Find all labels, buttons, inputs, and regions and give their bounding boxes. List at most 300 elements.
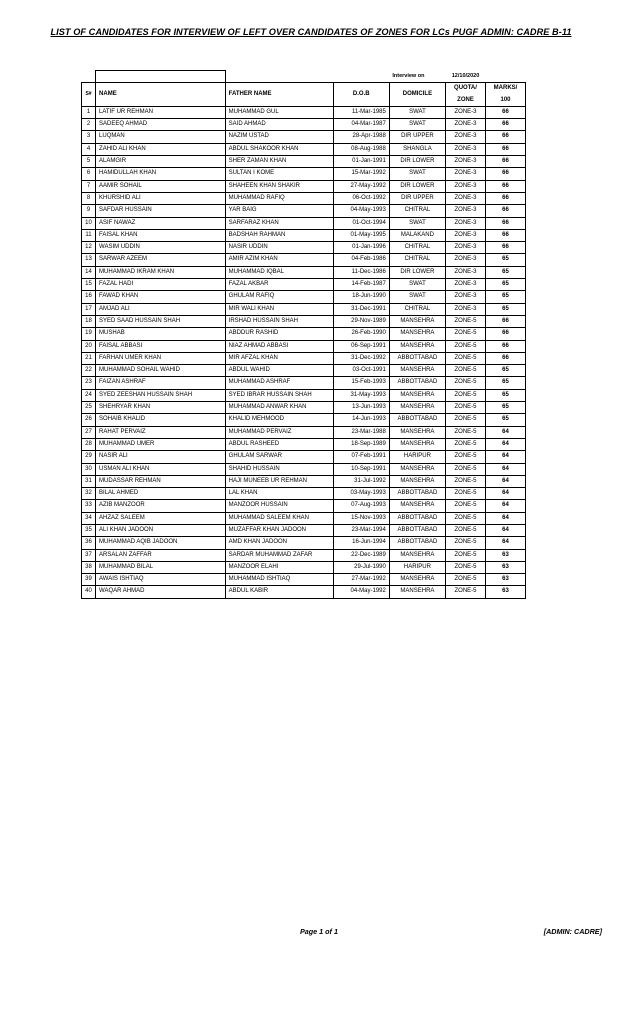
cell-domicile: DIR UPPER [389,131,445,143]
cell-father: KHALID MEHMOOD [225,414,333,426]
cell-domicile: MALAKAND [389,229,445,241]
cell-dob: 11-Dec-1986 [333,266,389,278]
cell-zone: ZONE-5 [446,561,486,573]
cell-marks: 64 [485,512,525,524]
cell-father: SHAHID HUSSAIN [225,463,333,475]
cell-zone: ZONE-5 [446,586,486,598]
cell-father: MUZAFFAR KHAN JADOON [225,524,333,536]
cell-domicile: HARIPUR [389,451,445,463]
cell-father: MUHAMMAD IQBAL [225,266,333,278]
cell-marks: 64 [485,438,525,450]
cell-name: AHZAZ SALEEM [96,512,226,524]
cell-marks: 65 [485,291,525,303]
cell-zone: ZONE-5 [446,500,486,512]
cell-name: AZIB MANZOOR [96,500,226,512]
cell-zone: ZONE-5 [446,512,486,524]
col-marks-header: MARKS/ 100 [485,83,525,107]
cell-zone: ZONE-5 [446,438,486,450]
cell-marks: 65 [485,303,525,315]
cell-domicile: DIR LOWER [389,156,445,168]
cell-dob: 01-Jan-1991 [333,156,389,168]
cell-domicile: MANSEHRA [389,315,445,327]
cell-zone: ZONE-3 [446,229,486,241]
table-row [82,377,526,389]
cell-marks: 65 [485,254,525,266]
cell-domicile: ABBOTTABAD [389,377,445,389]
cell-domicile: CHITRAL [389,254,445,266]
table-row [82,315,526,327]
cell-zone: ZONE-5 [446,365,486,377]
cell-marks: 66 [485,352,525,364]
cell-domicile: MANSEHRA [389,500,445,512]
cell-dob: 10-Sep-1991 [333,463,389,475]
cell-marks: 66 [485,143,525,155]
cell-marks: 65 [485,266,525,278]
cell-father: MIR WALI KHAN [225,303,333,315]
col-zone-header: QUOTA/ ZONE [446,83,486,107]
cell-zone: ZONE-3 [446,303,486,315]
cell-sr: 19 [82,328,96,340]
table-row [82,266,526,278]
cell-name: MUHAMMAD BILAL [96,561,226,573]
cell-name: ASIF NAWAZ [96,217,226,229]
table-row [82,414,526,426]
table-row [82,156,526,168]
cell-dob: 04-Feb-1986 [333,254,389,266]
cell-dob: 15-Nov-1993 [333,512,389,524]
cell-name: ARSALAN ZAFFAR [96,549,226,561]
cell-name: BILAL AHMED [96,488,226,500]
table-row [82,106,526,118]
cell-marks: 66 [485,180,525,192]
table-row [82,352,526,364]
cell-marks: 64 [485,475,525,487]
cell-sr: 35 [82,524,96,536]
cell-father: MUHAMMAD ISHTIAQ [225,574,333,586]
candidates-table [81,70,526,599]
cell-domicile: HARIPUR [389,561,445,573]
cell-sr: 8 [82,192,96,204]
cell-marks: 66 [485,328,525,340]
col-sr-header: S# [82,83,96,107]
cell-sr: 37 [82,549,96,561]
cell-father: SHER ZAMAN KHAN [225,156,333,168]
cell-marks: 64 [485,524,525,536]
cell-dob: 23-Mar-1988 [333,426,389,438]
cell-dob: 06-Oct-1992 [333,192,389,204]
cell-father: SYED IBRAR HUSSAIN SHAH [225,389,333,401]
cell-father: SARFARAZ KHAN [225,217,333,229]
cell-zone: ZONE-5 [446,475,486,487]
cell-sr: 40 [82,586,96,598]
cell-dob: 03-Oct-1991 [333,365,389,377]
cell-name: AMJAD ALI [96,303,226,315]
cell-zone: ZONE-3 [446,254,486,266]
cell-marks: 64 [485,426,525,438]
cell-name: SOHAIB KHALID [96,414,226,426]
table-row [82,488,526,500]
cell-sr: 28 [82,438,96,450]
cell-sr: 13 [82,254,96,266]
table-row [82,205,526,217]
cell-father: IRSHAD HUSSAIN SHAH [225,315,333,327]
cell-sr: 5 [82,156,96,168]
cell-sr: 18 [82,315,96,327]
cell-domicile: MANSEHRA [389,389,445,401]
cell-sr: 16 [82,291,96,303]
cell-name: MUHAMMAD SOHAIL WAHID [96,365,226,377]
table-row [82,451,526,463]
cell-name: SYED ZEESHAN HUSSAIN SHAH [96,389,226,401]
cell-zone: ZONE-5 [446,377,486,389]
cell-zone: ZONE-5 [446,340,486,352]
header-row [82,83,526,107]
cell-marks: 66 [485,156,525,168]
cell-marks: 66 [485,192,525,204]
cell-father: ABDUL KABIR [225,586,333,598]
cell-dob: 13-Jun-1993 [333,402,389,414]
cell-zone: ZONE-3 [446,279,486,291]
cell-dob: 15-Feb-1993 [333,377,389,389]
table-row [82,438,526,450]
cell-domicile: MANSEHRA [389,340,445,352]
cell-domicile: MANSEHRA [389,438,445,450]
cell-dob: 29-Jul-1990 [333,561,389,573]
cell-marks: 65 [485,389,525,401]
cell-name: MUSHAB [96,328,226,340]
cell-father: SHAHEEN KHAN SHAKIR [225,180,333,192]
cell-zone: ZONE-3 [446,180,486,192]
cell-dob: 14-Feb-1987 [333,279,389,291]
cell-marks: 63 [485,561,525,573]
cell-marks: 64 [485,451,525,463]
cell-name: AAMIR SOHAIL [96,180,226,192]
table-row [82,143,526,155]
cell-name: FAZAL HADI [96,279,226,291]
cell-father: NASIR UDDIN [225,242,333,254]
cell-sr: 22 [82,365,96,377]
cell-name: ALAMGIR [96,156,226,168]
cell-sr: 20 [82,340,96,352]
cell-father: ABDUL WAHID [225,365,333,377]
cell-zone: ZONE-5 [446,574,486,586]
cell-zone: ZONE-3 [446,266,486,278]
cell-domicile: CHITRAL [389,303,445,315]
cell-dob: 23-Mar-1994 [333,524,389,536]
cell-name: MUHAMMAD IKRAM KHAN [96,266,226,278]
table-row [82,242,526,254]
cell-domicile: MANSEHRA [389,475,445,487]
cell-sr: 36 [82,537,96,549]
cell-name: FAISAL ABBASI [96,340,226,352]
cell-name: KHURSHID ALI [96,192,226,204]
cell-name: USMAN ALI KHAN [96,463,226,475]
cell-name: ALI KHAN JADOON [96,524,226,536]
cell-marks: 63 [485,586,525,598]
cell-domicile: DIR UPPER [389,192,445,204]
cell-zone: ZONE-5 [446,451,486,463]
interview-label: Interview on [392,72,425,79]
table-row [82,254,526,266]
cell-father: BADSHAH RAHMAN [225,229,333,241]
cell-sr: 38 [82,561,96,573]
cell-zone: ZONE-5 [446,426,486,438]
cell-dob: 07-Aug-1993 [333,500,389,512]
table-row [82,426,526,438]
cell-dob: 03-May-1993 [333,488,389,500]
cell-dob: 31-Jul-1992 [333,475,389,487]
cell-sr: 7 [82,180,96,192]
cell-name: AWAIS ISHTIAQ [96,574,226,586]
cell-sr: 27 [82,426,96,438]
cell-domicile: MANSEHRA [389,574,445,586]
cell-domicile: DIR LOWER [389,266,445,278]
cell-marks: 65 [485,279,525,291]
table-row [82,586,526,598]
cell-marks: 66 [485,242,525,254]
cell-name: RAHAT PERVAIZ [96,426,226,438]
cell-sr: 34 [82,512,96,524]
cell-father: MUHAMMAD PERVAIZ [225,426,333,438]
cell-dob: 15-Mar-1992 [333,168,389,180]
table-row [82,561,526,573]
cell-sr: 12 [82,242,96,254]
cell-dob: 22-Dec-1989 [333,549,389,561]
cell-father: MUHAMMAD SALEEM KHAN [225,512,333,524]
cell-sr: 30 [82,463,96,475]
cell-dob: 27-May-1992 [333,180,389,192]
cell-father: MANZOOR HUSSAIN [225,500,333,512]
cell-sr: 21 [82,352,96,364]
cell-dob: 01-Oct-1994 [333,217,389,229]
cell-dob: 31-May-1993 [333,389,389,401]
cell-sr: 33 [82,500,96,512]
cell-sr: 9 [82,205,96,217]
table-row [82,192,526,204]
cell-father: AMIR AZIM KHAN [225,254,333,266]
cell-dob: 04-May-1992 [333,586,389,598]
cell-dob: 11-Mar-1985 [333,106,389,118]
cell-domicile: MANSEHRA [389,365,445,377]
page-title: LIST OF CANDIDATES FOR INTERVIEW OF LEFT OVER CANDIDATES OF ZONES FOR LCs PUGF ADMIN: CADRE B-11 [50,27,572,37]
cell-name: FAIZAN ASHRAF [96,377,226,389]
cell-domicile: MANSEHRA [389,402,445,414]
cell-zone: ZONE-3 [446,106,486,118]
cell-dob: 14-Jun-1993 [333,414,389,426]
cell-marks: 65 [485,414,525,426]
cell-zone: ZONE-5 [446,463,486,475]
table-row [82,168,526,180]
cell-dob: 07-Feb-1991 [333,451,389,463]
cell-marks: 64 [485,488,525,500]
cell-marks: 63 [485,574,525,586]
table-row [82,549,526,561]
cell-dob: 01-May-1995 [333,229,389,241]
table-row [82,402,526,414]
cell-dob: 18-Jun-1990 [333,291,389,303]
interview-row [82,71,526,83]
col-dob-header: D.O.B [333,83,389,107]
table-row [82,340,526,352]
cell-dob: 27-Mar-1992 [333,574,389,586]
cell-father: GHULAM SARWAR [225,451,333,463]
cell-father: ABDUL SHAKOOR KHAN [225,143,333,155]
cell-marks: 65 [485,377,525,389]
cell-name: FAWAD KHAN [96,291,226,303]
col-name-header: NAME [96,83,226,107]
cell-sr: 14 [82,266,96,278]
table-row [82,291,526,303]
cell-name: LATIF UR REHMAN [96,106,226,118]
table-row [82,131,526,143]
table-row [82,365,526,377]
cell-father: HAJI MUNEEB UR REHMAN [225,475,333,487]
cell-name: SARWAR AZEEM [96,254,226,266]
cell-domicile: SWAT [389,217,445,229]
table-row [82,303,526,315]
cell-father: ABDUL RASHEED [225,438,333,450]
cell-dob: 26-Feb-1990 [333,328,389,340]
cell-zone: ZONE-3 [446,156,486,168]
table-row [82,574,526,586]
table-row [82,217,526,229]
cell-zone: ZONE-3 [446,168,486,180]
table-row [82,475,526,487]
cell-father: SARDAR MUHAMMAD ZAFAR [225,549,333,561]
cell-dob: 04-May-1993 [333,205,389,217]
cell-sr: 23 [82,377,96,389]
cell-name: MUDASSAR REHMAN [96,475,226,487]
cell-name: SADEEQ AHMAD [96,119,226,131]
cell-domicile: ABBOTTABAD [389,524,445,536]
cell-dob: 18-Sep-1989 [333,438,389,450]
cell-sr: 17 [82,303,96,315]
cell-sr: 15 [82,279,96,291]
cell-domicile: MANSEHRA [389,586,445,598]
cell-sr: 25 [82,402,96,414]
cell-name: SAFDAR HUSSAIN [96,205,226,217]
cell-domicile: SHANGLA [389,143,445,155]
cell-zone: ZONE-3 [446,119,486,131]
cell-domicile: DIR LOWER [389,180,445,192]
cell-domicile: MANSEHRA [389,328,445,340]
cell-zone: ZONE-3 [446,192,486,204]
table-row [82,328,526,340]
cell-domicile: MANSEHRA [389,426,445,438]
cell-name: FARHAN UMER KHAN [96,352,226,364]
cell-zone: ZONE-5 [446,315,486,327]
cell-domicile: CHITRAL [389,242,445,254]
cell-domicile: ABBOTTABAD [389,488,445,500]
table-row [82,389,526,401]
cell-name: WAQAR AHMAD [96,586,226,598]
cell-marks: 64 [485,463,525,475]
cell-domicile: ABBOTTABAD [389,414,445,426]
cell-father: MUHAMMAD GUL [225,106,333,118]
cell-domicile: SWAT [389,279,445,291]
table-row [82,279,526,291]
cell-name: LUQMAN [96,131,226,143]
cell-marks: 66 [485,168,525,180]
cell-domicile: ABBOTTABAD [389,537,445,549]
cell-name: FAISAL KHAN [96,229,226,241]
table-row [82,537,526,549]
cell-father: FAZAL AKBAR [225,279,333,291]
cell-father: NIAZ AHMAD ABBASI [225,340,333,352]
cell-marks: 66 [485,229,525,241]
cell-father: MUHAMMAD ANWAR KHAN [225,402,333,414]
cell-dob: 16-Jun-1994 [333,537,389,549]
cell-name: SHEHRYAR KHAN [96,402,226,414]
page-number: Page 1 of 1 [300,927,338,936]
cell-domicile: SWAT [389,119,445,131]
cell-marks: 65 [485,402,525,414]
cell-zone: ZONE-5 [446,352,486,364]
interview-date: 12/10/2020 [451,72,480,79]
cell-zone: ZONE-5 [446,537,486,549]
table-row [82,512,526,524]
cell-marks: 66 [485,340,525,352]
cell-name: NASIR ALI [96,451,226,463]
table-row [82,500,526,512]
cell-zone: ZONE-5 [446,389,486,401]
cadre-footer: [ADMIN: CADRE] [543,927,602,936]
cell-dob: 29-Nov-1989 [333,315,389,327]
cell-sr: 6 [82,168,96,180]
cell-dob: 01-Jan-1996 [333,242,389,254]
cell-name: WASIM UDDIN [96,242,226,254]
cell-marks: 66 [485,315,525,327]
cell-sr: 3 [82,131,96,143]
cell-father: MIR AFZAL KHAN [225,352,333,364]
cell-domicile: SWAT [389,291,445,303]
cell-dob: 06-Sep-1991 [333,340,389,352]
cell-father: GHULAM RAFIQ [225,291,333,303]
col-father-header: FATHER NAME [225,83,333,107]
table-row [82,229,526,241]
cell-sr: 32 [82,488,96,500]
cell-dob: 31-Dec-1991 [333,303,389,315]
cell-zone: ZONE-3 [446,131,486,143]
cell-marks: 64 [485,500,525,512]
cell-father: YAR BAIG [225,205,333,217]
col-domicile-header: DOMICILE [389,83,445,107]
cell-marks: 66 [485,131,525,143]
cell-domicile: ABBOTTABAD [389,512,445,524]
cell-marks: 66 [485,106,525,118]
table-row [82,463,526,475]
table-row [82,119,526,131]
cell-marks: 66 [485,119,525,131]
cell-domicile: SWAT [389,106,445,118]
cell-sr: 24 [82,389,96,401]
cell-domicile: ABBOTTABAD [389,352,445,364]
cell-marks: 64 [485,537,525,549]
table-row [82,524,526,536]
cell-sr: 39 [82,574,96,586]
cell-marks: 63 [485,549,525,561]
cell-domicile: MANSEHRA [389,549,445,561]
cell-dob: 28-Apr-1988 [333,131,389,143]
cell-father: SULTAN I KOME [225,168,333,180]
cell-zone: ZONE-5 [446,488,486,500]
cell-father: MANZOOR ELAHI [225,561,333,573]
cell-marks: 66 [485,217,525,229]
cell-sr: 31 [82,475,96,487]
cell-name: SYED SAAD HUSSAIN SHAH [96,315,226,327]
cell-zone: ZONE-5 [446,328,486,340]
cell-dob: 08-Aug-1988 [333,143,389,155]
